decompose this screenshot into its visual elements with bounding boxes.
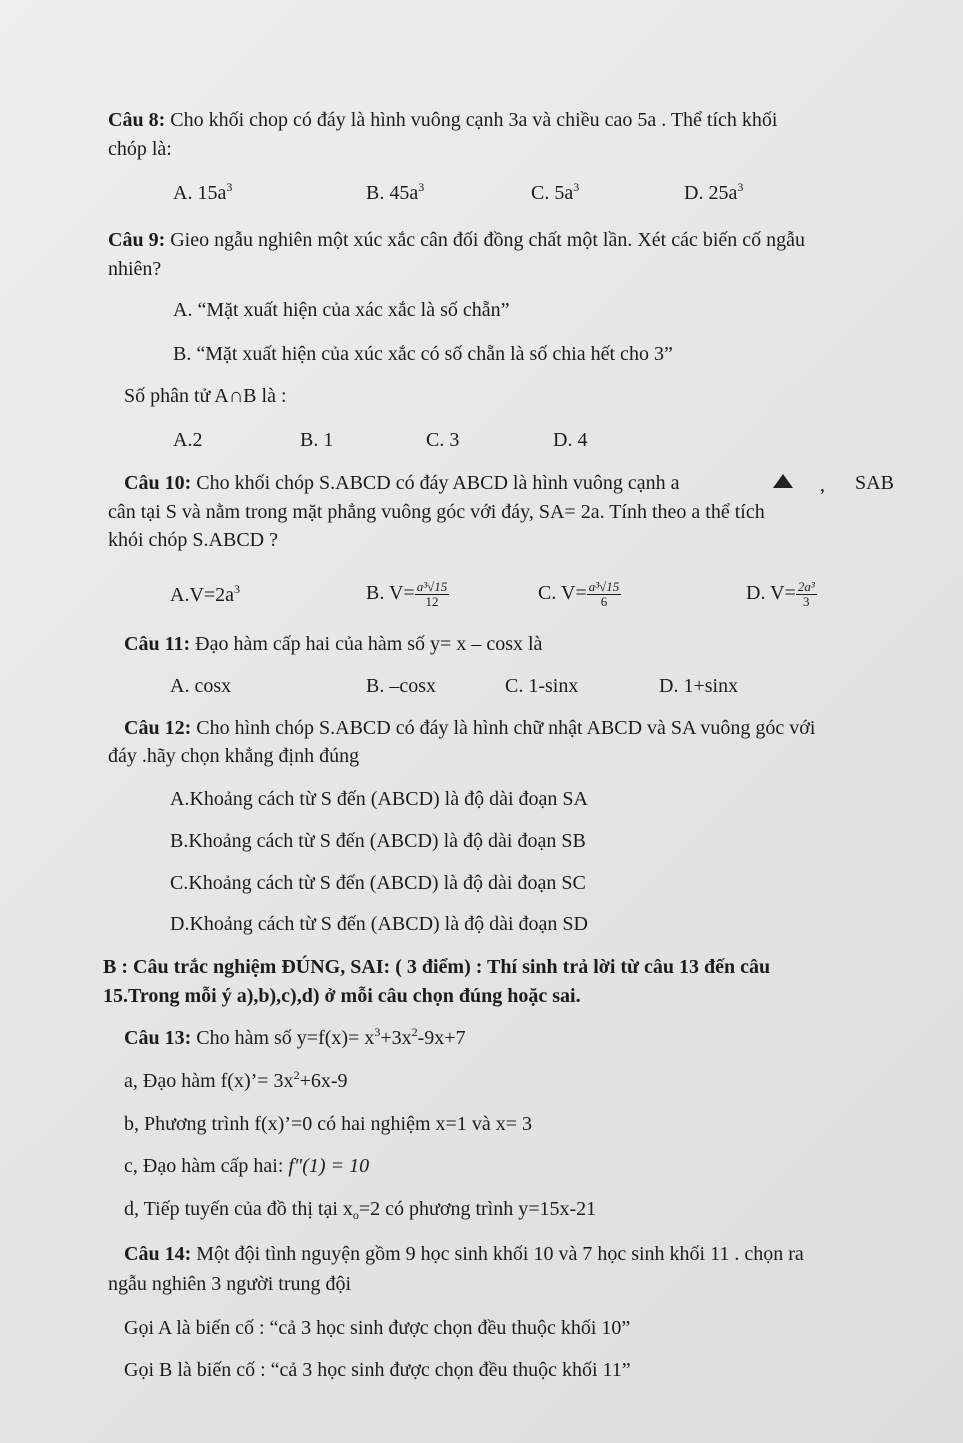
- section-b-heading-2: 15.Trong mỗi ý a),b),c),d) ở mỗi câu chọn đúng hoặc sai.: [103, 985, 581, 1007]
- q12-option-c: C.Khoảng cách từ S đến (ABCD) là độ dài đoạn SC: [170, 872, 586, 894]
- q13-line: Câu 13: Cho hàm số $y=f(x)= x^3+3x^2-9x+7$: [124, 1025, 466, 1049]
- q11-option-a: A. cosx: [170, 675, 232, 697]
- q9-option-c: C. 3: [426, 429, 460, 451]
- q10-line-1: Câu 10: Cho khối chóp S.ABCD có đáy ABCD là hình vuông cạnh a: [124, 472, 680, 494]
- q10-label: Câu 10:: [124, 472, 192, 494]
- q10-c-fraction: $\frac{\text{a³√15}}{6}$: [588, 578, 620, 609]
- q10-text-3: khói chóp S.ABCD ?: [108, 529, 278, 551]
- q12-option-b: B.Khoảng cách từ S đến (ABCD) là độ dài đoạn SB: [170, 830, 586, 852]
- q12-label: Câu 12:: [124, 717, 192, 739]
- q10-sab: SAB: [855, 472, 894, 494]
- q14-text-2: ngẫu nghiên 3 người trung đội: [108, 1273, 352, 1295]
- q9-event-a: A. “Mặt xuất hiện của xác xắc là số chẵn”: [173, 299, 510, 321]
- q8-text-2: chóp là:: [108, 138, 172, 160]
- q13-b: b, Phương trình f(x)’=0 có hai nghiệm x=1 và x= 3: [124, 1113, 532, 1135]
- q10-b-fraction: $\frac{\text{a³√15}}{12}$: [416, 578, 448, 609]
- q8-option-d: D. $25a^3$: [684, 180, 744, 204]
- q8-option-a: A. $15a^3$: [173, 180, 233, 204]
- q8-text-1: Cho khối chop có đáy là hình vuông cạnh 3a và chiều cao 5a . Thể tích khối: [165, 109, 778, 131]
- q11-option-c: C. 1-sinx: [505, 675, 579, 697]
- q10-option-d: D. V= $\frac{\text{2a³}}{3}$: [746, 578, 815, 609]
- q14-label: Câu 14:: [124, 1243, 192, 1265]
- q11-option-b: B. –cosx: [366, 675, 436, 697]
- q10-d-fraction: $\frac{\text{2a³}}{3}$: [797, 578, 815, 609]
- q8-option-b: B. $45a^3$: [366, 180, 425, 204]
- q10-option-c: C. V= $\frac{\text{a³√15}}{6}$: [538, 578, 620, 609]
- q10-option-a: $A.V=2a^3$: [170, 582, 241, 606]
- section-b-heading-1: B : Câu trắc nghiệm ĐÚNG, SAI: ( 3 điểm) : Thí sinh trả lời từ câu 13 đến câu: [103, 956, 771, 978]
- q13-label: Câu 13:: [124, 1027, 192, 1049]
- q9-option-b: B. 1: [300, 429, 334, 451]
- q13-c: c, Đạo hàm cấp hai: f″(1) = 10: [124, 1155, 370, 1177]
- q9-event-b: B. “Mặt xuất hiện của xúc xắc có số chẵn là số chia hết cho 3”: [173, 343, 673, 365]
- q9-text-2: nhiên?: [108, 258, 162, 280]
- q9-line-1: Câu 9: Gieo ngẫu nghiên một xúc xắc cân đối đồng chất một lần. Xét các biến cố ngẫu: [108, 229, 806, 251]
- q14-line-1: Câu 14: Một đội tình nguyện gồm 9 học sinh khối 10 và 7 học sinh khối 11 . chọn ra: [124, 1243, 804, 1265]
- q11-option-d: D. 1+sinx: [659, 675, 739, 697]
- triangle-icon: [773, 470, 793, 496]
- q12-option-a: A.Khoảng cách từ S đến (ABCD) là độ dài đoạn SA: [170, 788, 588, 810]
- q11-label: Câu 11:: [124, 633, 191, 655]
- q12-text-2: đáy .hãy chọn khẳng định đúng: [108, 745, 360, 767]
- q10-text-2: cân tại S và nằm trong mặt phẳng vuông góc với đáy, SA= 2a. Tính theo a thể tích: [108, 501, 765, 523]
- q8-label: Câu 8:: [108, 109, 166, 131]
- q9-ask: Số phân tử A∩B là :: [124, 385, 287, 407]
- q10-option-b: B. V= $\frac{\text{a³√15}}{12}$: [366, 578, 448, 609]
- q14-event-a: Gọi A là biến cố : “cả 3 học sinh được chọn đều thuộc khối 10”: [124, 1317, 631, 1339]
- q12-line-1: Câu 12: Cho hình chóp S.ABCD có đáy là hình chữ nhật ABCD và SA vuông góc với: [124, 717, 816, 739]
- q8-option-c: C. $5a^3$: [531, 180, 580, 204]
- q9-option-a: A.2: [173, 429, 203, 451]
- q13-a: a, Đạo hàm f(x)’= $3x^2+6x-9$: [124, 1068, 348, 1092]
- q10-comma: ,: [820, 474, 825, 496]
- q11-line: Câu 11: Đạo hàm cấp hai của hàm số y= x – cosx là: [124, 633, 543, 655]
- q12-option-d: D.Khoảng cách từ S đến (ABCD) là độ dài đoạn SD: [170, 913, 588, 935]
- q14-event-b: Gọi B là biến cố : “cả 3 học sinh được chọn đều thuộc khối 11”: [124, 1359, 631, 1381]
- q8-line-1: [108, 107, 777, 133]
- q9-option-d: D. 4: [553, 429, 588, 451]
- q13-d: d, Tiếp tuyến của đồ thị tại $x_o=2$ có phương trình y=15x-21: [124, 1198, 597, 1222]
- q9-label: Câu 9:: [108, 229, 166, 251]
